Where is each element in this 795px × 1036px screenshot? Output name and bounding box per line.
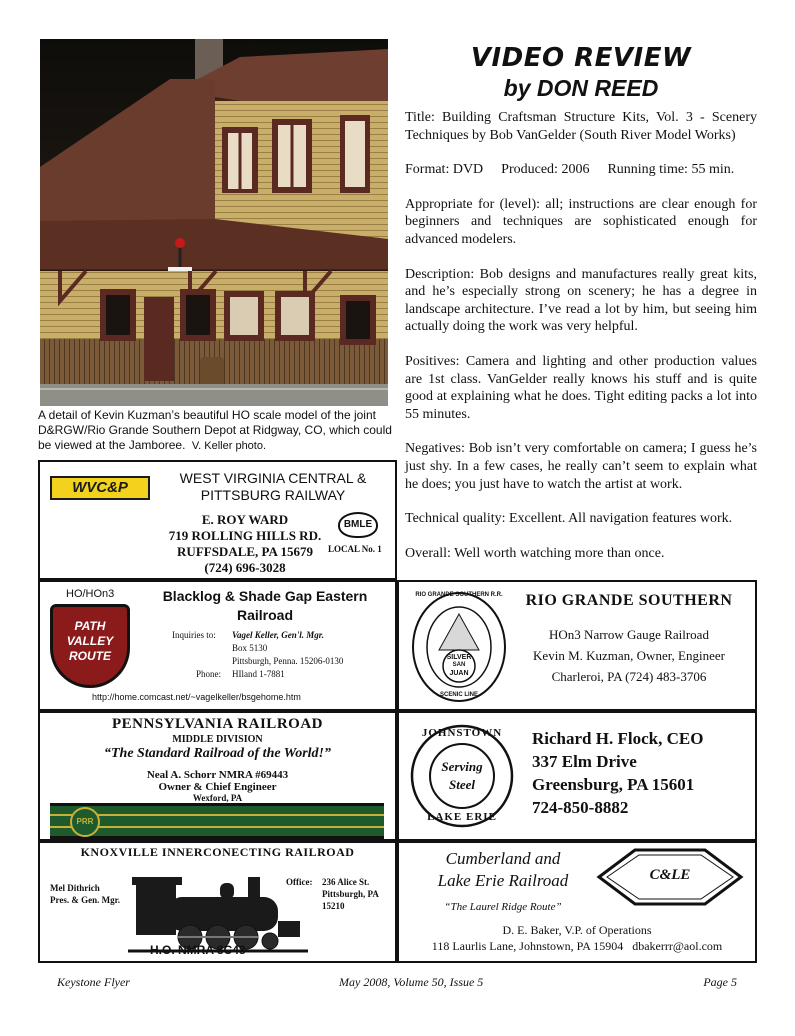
jle-emblem-icon — [409, 723, 515, 829]
kir-office-label: Office: — [286, 877, 313, 887]
cle-email[interactable]: dbakerrr@aol.com — [632, 939, 723, 953]
video-review-article — [405, 42, 757, 579]
wvc-name-line1: WEST VIRGINIA CENTRAL & — [179, 470, 367, 486]
photo-caption — [38, 408, 393, 454]
review-byline: by DON REED — [503, 75, 659, 101]
cle-address-line — [399, 939, 755, 954]
depot-photo — [40, 39, 388, 406]
wvc-street: 719 ROLLING HILLS RD. — [168, 528, 322, 543]
wvc-name-line2: PITTSBURG RAILWAY — [200, 487, 346, 503]
bsg-phone: HIland 1-7881 — [232, 669, 285, 679]
bsg-box: Box 5130 — [232, 643, 268, 653]
caption-text: A detail of Kevin Kuzman’s beautiful HO scale model of the joint D&RGW/Rio Grande Southern Depot at Ridgway, CO, which could be viewed at the Jamboree. — [38, 408, 392, 452]
cle-person: D. E. Baker, V.P. of Operations — [502, 923, 652, 937]
wvc-phone: (724) 696-3028 — [204, 560, 286, 575]
review-heading: VIDEO REVIEW — [470, 43, 692, 73]
rgs-line3: Charleroi, PA (724) 483-3706 — [551, 669, 707, 684]
review-negatives: Negatives: Bob isn’t very comfortable on camera; I guess he’s just shy. In a few cases, he really can’t seem to explain what he does; you just have to watch the artist at work. — [405, 441, 757, 492]
review-appropriate: Appropriate for (level): all; instructions are clear enough for beginners and techniques are sophisticated enough for advanced modelers. — [405, 196, 757, 247]
bsg-scale: HO/HOn3 — [66, 588, 115, 600]
jle-ring-bottom: LAKE ERIE — [427, 811, 497, 823]
wvc-logo: WVC&P — [50, 476, 150, 500]
prr-keystone-icon: PRR — [70, 807, 100, 837]
ad-pennsylvania-railroad — [38, 711, 397, 841]
rgs-line2: Kevin M. Kuzman, Owner, Engineer — [533, 648, 725, 663]
depot-model-illustration — [40, 39, 388, 406]
cle-route: “The Laurel Ridge Route” — [444, 901, 562, 913]
rgs-ring-bottom: SCENIC LINE — [439, 692, 478, 698]
review-produced: Produced: 2006 — [501, 162, 590, 178]
jle-line4: 724-850-8882 — [532, 798, 629, 817]
prr-slogan: “The Standard Railroad of the World!” — [103, 746, 332, 761]
logo-line1: PATH — [74, 619, 106, 633]
rgs-center1: SILVER — [446, 654, 472, 661]
footer-page-number: Page 5 — [703, 975, 737, 989]
jle-center1: Serving — [441, 759, 483, 774]
prr-town: Wexford, PA — [192, 793, 243, 803]
bsg-url[interactable]: http://home.comcast.net/~vagelkeller/bsgehome.htm — [92, 692, 301, 702]
review-overall: Overall: Well worth watching more than once. — [405, 545, 665, 561]
jle-center2: Steel — [449, 777, 475, 792]
wvc-local: LOCAL No. 1 — [328, 544, 382, 554]
review-title: Title: Building Craftsman Structure Kits, Vol. 3 - Scenery Techniques by Bob VanGelder (South River Model Works) — [405, 110, 757, 143]
bmle-badge-icon: BMLE — [338, 512, 378, 538]
bsg-inquiries-label: Inquiries to: — [172, 630, 216, 640]
jle-line3: Greensburg, PA 15601 — [532, 775, 695, 794]
ad-johnstown-lake-erie — [397, 711, 757, 841]
ad-cumberland-lake-erie — [397, 841, 757, 963]
footer-issue: May 2008, Volume 50, Issue 5 — [339, 975, 484, 989]
prr-name: PENNSYLVANIA RAILROAD — [112, 716, 323, 732]
wvc-city: RUFFSDALE, PA 15679 — [177, 544, 313, 559]
prr-stripe — [50, 803, 384, 839]
footer-publication: Keystone Flyer — [57, 975, 130, 989]
ad-blacklog-shade-gap — [38, 580, 397, 711]
kir-person: Mel Dithrich — [50, 883, 100, 893]
rgs-name: RIO GRANDE SOUTHERN — [525, 592, 733, 609]
logo-line2: VALLEY — [66, 634, 114, 648]
rgs-emblem-icon — [409, 590, 509, 704]
review-format-line — [405, 161, 757, 179]
review-format: Format: DVD — [405, 162, 484, 178]
logo-line3: ROUTE — [69, 649, 111, 663]
ad-knoxville-innerconecting — [38, 841, 397, 963]
bsg-phone-label: Phone: — [196, 669, 222, 679]
cle-name-line1: Cumberland and — [445, 849, 561, 868]
jle-ring-top: JOHNSTOWN — [421, 727, 503, 739]
ad-rio-grande-southern — [397, 580, 757, 711]
cle-diamond-logo-icon — [595, 847, 745, 907]
kir-name: KNOXVILLE INNERCONECTING RAILROAD — [80, 845, 355, 859]
prr-division: MIDDLE DIVISION — [172, 734, 263, 745]
wvc-person: E. ROY WARD — [201, 512, 289, 527]
prr-person: Neal A. Schorr NMRA #69443 — [146, 769, 289, 781]
kir-city: Pittsburgh, PA — [322, 889, 379, 899]
review-technical: Technical quality: Excellent. All navigation features work. — [405, 511, 733, 527]
rgs-ring-top: RIO GRANDE SOUTHERN R.R. — [415, 592, 503, 598]
bsg-name-line2: Railroad — [236, 607, 293, 623]
rgs-center2: SAN — [452, 662, 466, 668]
bsg-inquiries-name: Vagel Keller, Gen'l. Mgr. — [232, 630, 325, 640]
jle-line2: 337 Elm Drive — [532, 752, 637, 771]
kir-title: Pres. & Gen. Mgr. — [50, 895, 120, 905]
rgs-center3: JUAN — [449, 670, 469, 677]
bsg-name-line1: Blacklog & Shade Gap Eastern — [162, 588, 368, 604]
locomotive-icon — [128, 863, 308, 953]
ad-wvc-railway — [38, 460, 397, 580]
photo-credit: V. Keller photo. — [191, 440, 267, 452]
review-positives: Positives: Camera and lighting and other production values are 1st class. VanGelder really knows his stuff and is quite good at explaining what he does. Tight editing packs a lot into 55 minutes. — [405, 353, 757, 422]
bsg-city: Pittsburgh, Penna. 15206-0130 — [232, 656, 344, 666]
review-description: Description: Bob designs and manufactures really great kits, and he’s especially strong on scenery; he has a degree in landscape architecture. I’ve read a lot by him, but seeing him actually doing the work was very helpful. — [405, 266, 757, 335]
path-valley-route-logo — [50, 604, 130, 688]
kir-nmra: H.O. NMRA 8C48 — [150, 943, 246, 957]
cle-logo-text: C&LE — [649, 867, 691, 883]
kir-street: 236 Alice St. — [322, 877, 370, 887]
prr-title: Owner & Chief Engineer — [158, 781, 277, 793]
rgs-line1: HOn3 Narrow Gauge Railroad — [549, 627, 709, 642]
cle-name-line2: Lake Erie Railroad — [437, 871, 569, 890]
jle-line1: Richard H. Flock, CEO — [532, 729, 704, 748]
cle-address: 118 Laurlis Lane, Johnstown, PA 15904 — [431, 939, 624, 953]
kir-zip: 15210 — [322, 901, 345, 911]
review-running-time: Running time: 55 min. — [607, 162, 735, 178]
